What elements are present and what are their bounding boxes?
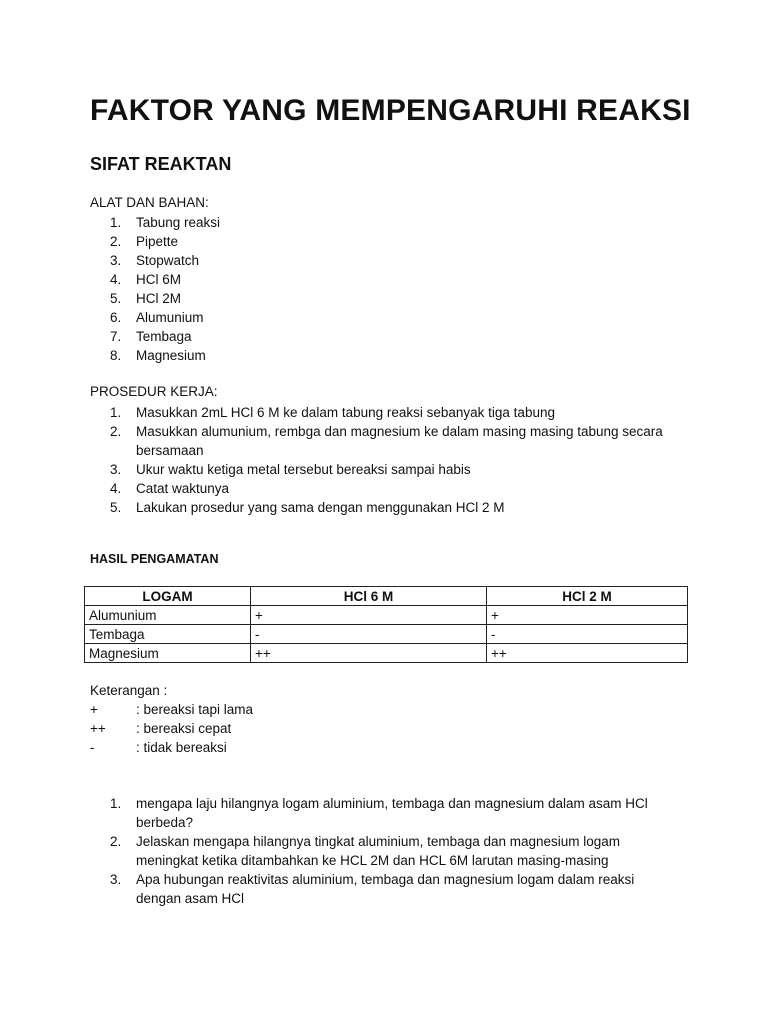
table-row [85, 606, 688, 625]
list-item: 4. HCl 6M [110, 272, 182, 287]
table-cell: - [251, 625, 487, 644]
results-table [84, 586, 688, 663]
legend-text: : tidak bereaksi [136, 740, 227, 755]
alat-heading: ALAT DAN BAHAN: [90, 195, 209, 210]
list-item: 2. Jelaskan mengapa hilangnya tingkat aluminium, tembaga dan magnesium logam meningkat ketika ditambahkan ke HCL 2M dan HCL 6M larutan masing-masing [110, 834, 621, 868]
table-cell: ++ [251, 644, 487, 663]
legend-text: : bereaksi tapi lama [136, 702, 254, 717]
table-cell: + [487, 606, 688, 625]
list-item: 1. Tabung reaksi [110, 215, 221, 230]
list-item: 5. Lakukan prosedur yang sama dengan menggunakan HCl 2 M [110, 500, 505, 515]
legend-symbol: ++ [90, 721, 106, 736]
table-cell: ++ [487, 644, 688, 663]
legend-item [90, 702, 253, 717]
page-title: FAKTOR YANG MEMPENGARUHI REAKSI [90, 94, 691, 127]
list-item: 2. Pipette [110, 234, 179, 249]
table-row [85, 625, 688, 644]
keterangan-heading: Keterangan : [90, 683, 168, 698]
legend-symbol: + [90, 702, 98, 717]
table-cell: + [251, 606, 487, 625]
table-row [85, 644, 688, 663]
hasil-heading: HASIL PENGAMATAN [90, 552, 219, 566]
legend-item [90, 721, 231, 736]
list-item: 3. Apa hubungan reaktivitas aluminium, tembaga dan magnesium logam dalam reaksi dengan asam HCl [110, 872, 635, 906]
prosedur-list [90, 403, 696, 517]
table-cell: Alumunium [85, 606, 251, 625]
list-item: 6. Alumunium [110, 310, 204, 325]
list-item: 8. Magnesium [110, 348, 206, 363]
alat-list [90, 213, 220, 365]
list-item: 1. Masukkan 2mL HCl 6 M ke dalam tabung reaksi sebanyak tiga tabung [110, 405, 555, 420]
section-subtitle: SIFAT REAKTAN [90, 154, 232, 174]
table-cell: - [487, 625, 688, 644]
list-item: 5. HCl 2M [110, 291, 182, 306]
list-item: 1. mengapa laju hilangnya logam aluminium, tembaga dan magnesium dalam asam HCl berbeda? [110, 796, 648, 830]
table-cell: Tembaga [85, 625, 251, 644]
column-header: LOGAM [85, 587, 251, 606]
question-list [90, 794, 656, 908]
list-item: 2. Masukkan alumunium, rembga dan magnesium ke dalam masing masing tabung secara bersamaan [110, 424, 663, 458]
legend-text: : bereaksi cepat [136, 721, 232, 736]
column-header: HCl 2 M [487, 587, 688, 606]
list-item: 4. Catat waktunya [110, 481, 230, 496]
column-header: HCl 6 M [251, 587, 487, 606]
list-item: 3. Ukur waktu ketiga metal tersebut bereaksi sampai habis [110, 462, 471, 477]
list-item: 7. Tembaga [110, 329, 192, 344]
legend-item [90, 740, 227, 755]
list-item: 3. Stopwatch [110, 253, 200, 268]
table-cell: Magnesium [85, 644, 251, 663]
prosedur-heading: PROSEDUR KERJA: [90, 384, 218, 399]
table-header-row [85, 587, 688, 606]
legend-symbol: - [90, 740, 95, 755]
